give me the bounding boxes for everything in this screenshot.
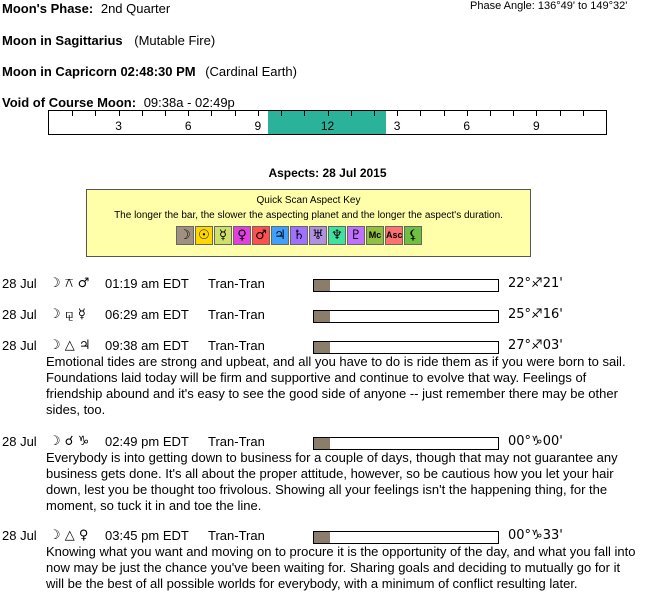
timeline-tick	[467, 111, 468, 116]
key-glyph-icon: ♆	[328, 226, 346, 245]
aspect-duration-bar	[313, 437, 499, 450]
aspect-type: Tran-Tran	[208, 528, 265, 543]
key-subtitle: The longer the bar, the slower the aspecting planet and the longer the aspect's duration.	[114, 210, 503, 221]
timeline-tick	[536, 111, 537, 116]
aspect-type: Tran-Tran	[208, 434, 265, 449]
aspect-description: Knowing what you want and moving on to procure it is the opportunity of the day, and what you fall into now may be just the chance you've been waiting for. Sharing goals and deciding to mutually go for it will be the best of all possible worlds for everybody, with a minimum of conflict resulting later.	[46, 544, 636, 591]
aspect-key-box	[86, 189, 531, 257]
timeline-tick	[258, 111, 259, 116]
aspects-title: Aspects: 28 Jul 2015	[268, 166, 387, 180]
timeline-label: 6	[184, 119, 192, 133]
key-glyph-icon: ♀	[233, 226, 251, 245]
aspect-duration-fill	[314, 438, 330, 449]
timeline-tick	[165, 111, 166, 116]
timeline-tick	[95, 111, 96, 116]
timeline-label: 12	[320, 119, 335, 133]
aspect-symbols: ☽ ⚼ ☿	[49, 307, 86, 322]
key-glyph-icon: ☉	[195, 226, 213, 245]
aspect-symbols: ☽ △ ♃	[49, 338, 91, 353]
aspect-type: Tran-Tran	[208, 276, 265, 291]
timeline-tick	[119, 111, 120, 116]
aspect-entry	[0, 528, 655, 591]
key-glyph-icon: Mc	[366, 226, 384, 245]
timeline-label: 3	[393, 119, 401, 133]
timeline-label: 9	[533, 119, 540, 133]
key-glyph-icon: ⚸	[404, 226, 422, 245]
timeline-label: 6	[463, 119, 471, 133]
timeline-label: 3	[115, 119, 122, 133]
void-label: Void of Course Moon:	[2, 95, 137, 110]
key-glyph-icon: ☿	[214, 226, 232, 245]
aspect-duration-bar	[313, 279, 499, 292]
key-glyphs	[176, 226, 422, 245]
timeline-tick	[211, 111, 212, 116]
moon-sign-2-label: Moon in Capricorn 02:48:30 PM	[2, 64, 196, 79]
timeline-tick	[374, 111, 375, 116]
timeline-tick	[583, 111, 584, 116]
aspect-symbols: ☽ ⚻ ♂	[49, 276, 90, 291]
moon-phase-label: Moon's Phase:	[2, 1, 94, 16]
key-glyph-icon: ☽	[176, 226, 194, 245]
aspect-date: 28 Jul	[2, 276, 37, 291]
moon-phase-value: 2nd Quarter	[100, 1, 171, 16]
aspect-type: Tran-Tran	[208, 338, 265, 353]
timeline-label: 9	[254, 119, 262, 133]
moon-sign-1-label: Moon in Sagittarius	[2, 33, 123, 48]
aspect-row	[0, 276, 655, 294]
aspect-date: 28 Jul	[2, 528, 37, 543]
void-value: 09:38a - 02:49p	[143, 95, 235, 110]
aspect-date: 28 Jul	[2, 338, 37, 353]
aspect-duration-fill	[314, 532, 330, 543]
aspect-duration-fill	[314, 280, 330, 291]
aspect-description: Everybody is into getting down to business for a couple of days, though that may not guarantee any business gets done. It's all about the proper attitude, however, so be cautious how you let your hair down, lest you be thought too frivolous. Showing all your feelings isn't the happening thing, for the moment, so tuck it in and toe the line.	[46, 450, 618, 513]
key-glyph-icon: ♃	[271, 226, 289, 245]
key-glyph-icon: ♂	[252, 226, 270, 245]
timeline-tick	[142, 111, 143, 116]
aspect-time: 09:38 am EDT	[105, 338, 189, 353]
aspect-symbols: ☽ △ ♀	[49, 528, 89, 543]
key-glyph-icon: ♅	[309, 226, 327, 245]
aspect-time: 01:19 am EDT	[105, 276, 189, 291]
aspect-entry	[0, 338, 655, 417]
timeline-tick	[420, 111, 421, 116]
aspect-symbols: ☽ ☌ ♑	[49, 434, 90, 449]
aspect-duration-bar	[313, 341, 499, 354]
key-glyph-icon: ♇	[347, 226, 365, 245]
aspect-duration-fill	[314, 311, 330, 322]
timeline-tick	[304, 111, 305, 116]
aspect-duration-fill	[314, 342, 330, 353]
aspect-position: 27°♐03'	[508, 338, 563, 353]
timeline-tick	[235, 111, 236, 116]
aspect-date: 28 Jul	[2, 307, 37, 322]
aspect-time: 06:29 am EDT	[105, 307, 189, 322]
moon-sign-1	[2, 33, 215, 48]
timeline-tick	[490, 111, 491, 116]
timeline-tick	[281, 111, 282, 116]
timeline-tick	[444, 111, 445, 116]
aspect-entry	[0, 276, 655, 294]
key-title: Quick Scan Aspect Key	[256, 195, 361, 206]
timeline-tick	[560, 111, 561, 116]
moon-sign-1-desc: (Mutable Fire)	[134, 33, 216, 48]
timeline-tick	[397, 111, 398, 116]
aspect-position: 25°♐16'	[508, 307, 563, 322]
aspect-position: 00°♑00'	[508, 434, 563, 449]
timeline-tick	[72, 111, 73, 116]
aspect-duration-bar	[313, 310, 499, 323]
key-glyph-icon: Asc	[385, 226, 403, 245]
aspect-time: 02:49 pm EDT	[105, 434, 189, 449]
key-glyph-icon: ♄	[290, 226, 308, 245]
aspect-row	[0, 307, 655, 325]
aspect-description: Emotional tides are strong and upbeat, and all you have to do is ride them as if you were born to sail. Foundations laid today will be firm and supportive and continue to evolve that way. Feelings of friendship abound and it's easy to see the good side of anyone -- just remember there may be other sides, too.	[46, 354, 626, 417]
aspect-position: 00°♑33'	[508, 528, 563, 543]
aspect-date: 28 Jul	[2, 434, 37, 449]
aspect-type: Tran-Tran	[208, 307, 265, 322]
aspect-entry	[0, 434, 655, 513]
void-of-course	[2, 95, 235, 110]
timeline-tick	[188, 111, 189, 116]
phase-angle: Phase Angle: 136°49' to 149°32'	[470, 0, 628, 12]
timeline-tick	[351, 111, 352, 116]
aspect-entry	[0, 307, 655, 325]
aspect-duration-bar	[313, 531, 499, 544]
aspect-position: 22°♐21'	[508, 276, 563, 291]
moon-sign-2	[2, 64, 297, 79]
timeline-tick	[328, 111, 329, 116]
moon-sign-2-desc: (Cardinal Earth)	[205, 64, 297, 79]
aspect-time: 03:45 pm EDT	[105, 528, 189, 543]
void-timeline	[48, 110, 607, 135]
moon-phase	[2, 1, 170, 16]
timeline-tick	[513, 111, 514, 116]
